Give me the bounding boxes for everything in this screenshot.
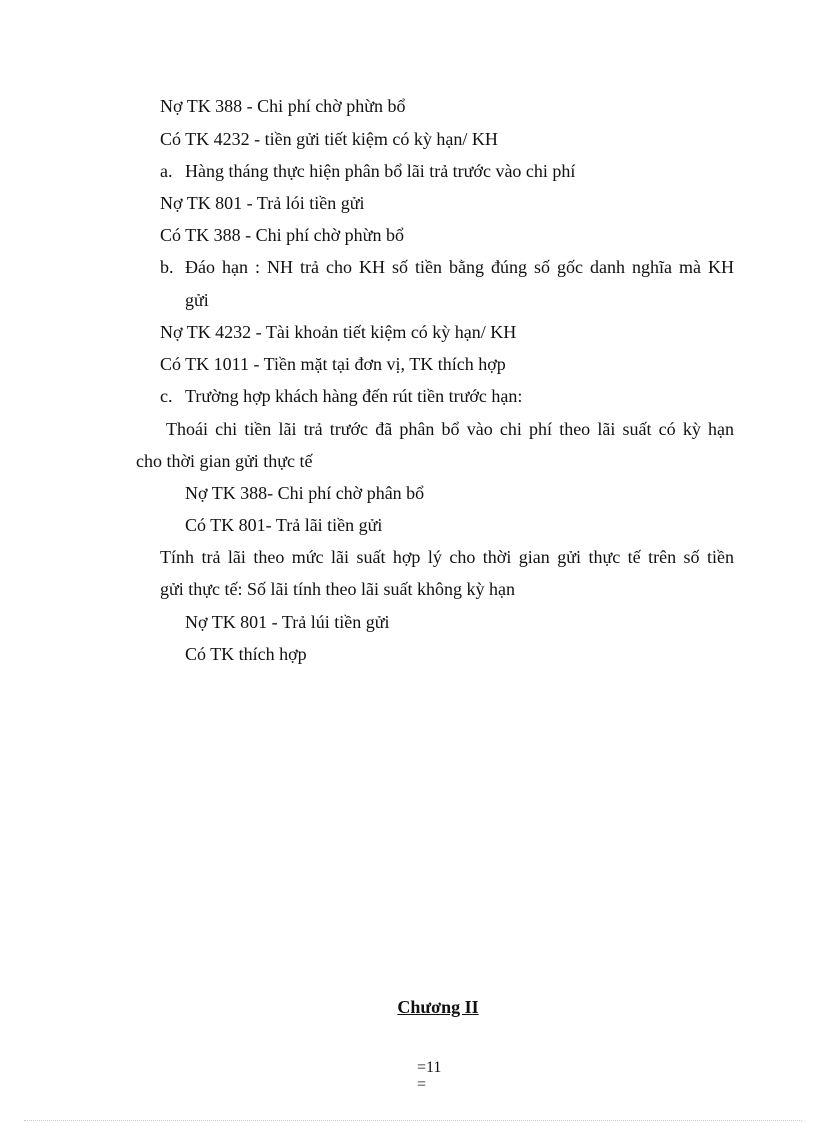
entry-debit-801: Nợ TK 801 - Trả lói tiền gửi: [160, 193, 365, 213]
entry-credit-388: Có TK 388 - Chi phí chờ phừn bổ: [160, 225, 404, 245]
entry-debit-388-reversal: Nợ TK 388- Chi phí chờ phân bổ: [185, 483, 425, 503]
page-number: [417, 1059, 441, 1093]
list-item-c: [160, 385, 522, 407]
list-marker-a: a.: [160, 161, 173, 181]
paragraph-reversal-line2: cho thời gian gửi thực tế: [136, 451, 313, 471]
entry-debit-801-interest: Nợ TK 801 - Trả lúi tiền gửi: [185, 612, 390, 632]
paragraph-reversal-line1: Thoái chi tiền lãi trả trước đã phân bổ vào chi phí theo lãi suất có kỳ hạn: [166, 419, 734, 439]
list-item-a: [160, 160, 575, 182]
page-number-line1: =11: [417, 1059, 442, 1076]
paragraph-interest-line1: Tính trả lãi theo mức lãi suất hợp lý cho thời gian gửi thực tế trên số tiền: [160, 547, 734, 567]
list-item-a-text: Hàng tháng thực hiện phân bổ lãi trả trước vào chi phí: [185, 161, 576, 181]
list-marker-c: c.: [160, 386, 173, 406]
list-item-c-text: Trường hợp khách hàng đến rút tiền trước hạn:: [185, 386, 523, 406]
entry-debit-388: Nợ TK 388 - Chi phí chờ phừn bổ: [160, 96, 406, 116]
entry-debit-4232: Nợ TK 4232 - Tài khoản tiết kiệm có kỳ hạn/ KH: [160, 322, 517, 342]
page-number-line2: =: [417, 1076, 427, 1093]
paragraph-interest-line2: gửi thực tế: Số lãi tính theo lãi suất không kỳ hạn: [160, 579, 515, 599]
page-bottom-border: [24, 1120, 802, 1121]
list-item-b-text: Đáo hạn : NH trả cho KH số tiền bằng đúng số gốc danh nghĩa mà KH: [185, 257, 734, 277]
chapter-heading: Chương II: [397, 997, 479, 1017]
entry-credit-appropriate: Có TK thích hợp: [185, 644, 307, 664]
list-item-b-continuation: gửi: [185, 290, 209, 310]
entry-credit-801-reversal: Có TK 801- Trả lãi tiền gửi: [185, 515, 383, 535]
entry-credit-1011: Có TK 1011 - Tiền mặt tại đơn vị, TK thích hợp: [160, 354, 506, 374]
entry-credit-4232: Có TK 4232 - tiền gửi tiết kiệm có kỳ hạn/ KH: [160, 129, 498, 149]
list-marker-b: b.: [160, 257, 174, 277]
